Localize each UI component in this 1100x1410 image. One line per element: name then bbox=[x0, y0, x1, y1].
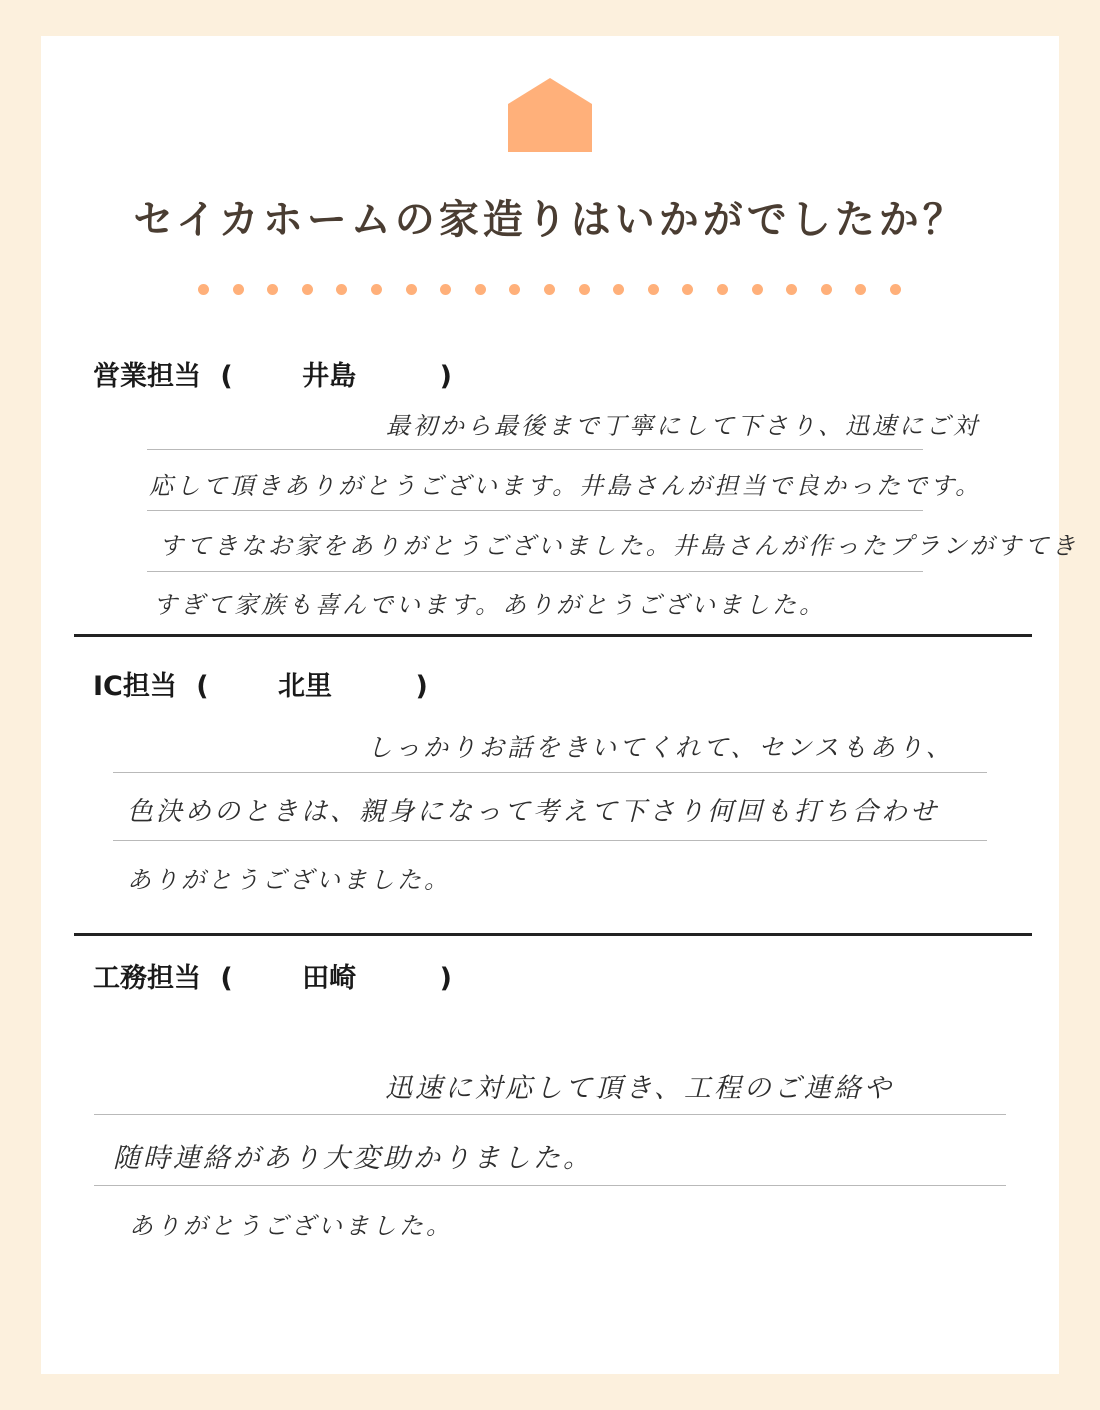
comment-line: 最初から最後まで丁寧にして下さり、迅速にご対 bbox=[386, 412, 980, 440]
open-paren: ( bbox=[196, 671, 209, 702]
staff-name: 井島 bbox=[302, 361, 357, 392]
comment-line: 迅速に対応して頂き、工程のご連絡や bbox=[385, 1073, 894, 1104]
section-heading bbox=[93, 664, 428, 703]
open-paren: ( bbox=[220, 963, 233, 994]
open-paren: ( bbox=[220, 361, 233, 392]
role-label: 営業担当 bbox=[93, 361, 201, 392]
ruled-line bbox=[147, 510, 923, 511]
comment-line: すてきなお家をありがとうございました。井島さんが作ったプランがすてき bbox=[159, 532, 1079, 560]
comment-line: しっかりお話をきいてくれて、センスもあり、 bbox=[367, 733, 954, 762]
dot-divider bbox=[198, 284, 924, 295]
role-label: IC担当 bbox=[93, 671, 177, 702]
section-divider bbox=[74, 933, 1032, 936]
comment-line: 応して頂きありがとうございます。井島さんが担当で良かったです。 bbox=[149, 472, 983, 500]
ruled-line bbox=[147, 449, 923, 450]
comment-line: 随時連絡があり大変助かりました。 bbox=[113, 1143, 593, 1174]
section-heading bbox=[93, 956, 452, 995]
ruled-line bbox=[94, 1114, 1006, 1115]
staff-name: 北里 bbox=[278, 671, 333, 702]
survey-card bbox=[41, 36, 1079, 1374]
role-label: 工務担当 bbox=[93, 963, 201, 994]
comment-line: 色決めのときは、親身になって考えて下さり何回も打ち合わせ bbox=[127, 797, 940, 827]
close-paren: ) bbox=[415, 671, 428, 702]
staff-name: 田崎 bbox=[302, 963, 357, 994]
page-title: セイカホームの家造りはいかがでしたか？ bbox=[133, 197, 967, 243]
ruled-line bbox=[113, 840, 987, 841]
close-paren: ) bbox=[439, 963, 452, 994]
ruled-line bbox=[147, 571, 923, 572]
close-paren: ) bbox=[439, 361, 452, 392]
section-divider bbox=[74, 634, 1032, 637]
comment-line: ありがとうございました。 bbox=[127, 866, 451, 894]
comment-line: ありがとうございました。 bbox=[129, 1212, 453, 1240]
ruled-line bbox=[113, 772, 987, 773]
comment-line: すぎて家族も喜んでいます。ありがとうございました。 bbox=[153, 591, 827, 619]
house-icon bbox=[508, 78, 592, 152]
section-heading bbox=[93, 354, 452, 393]
ruled-line bbox=[94, 1185, 1006, 1186]
